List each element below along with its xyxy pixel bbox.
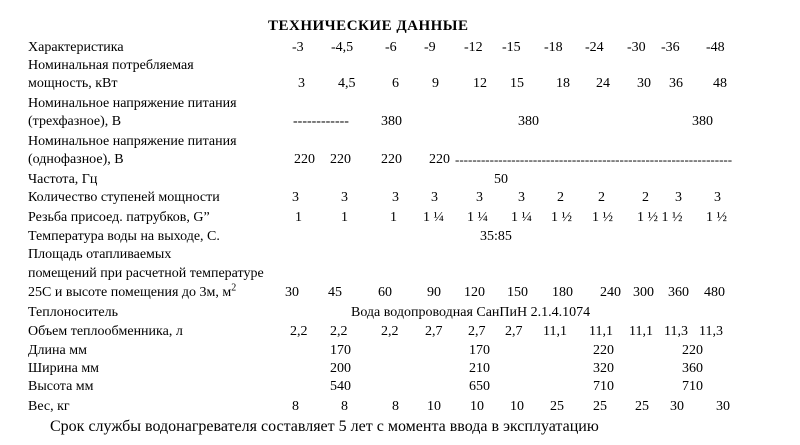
power-value: 3 xyxy=(298,76,305,91)
width-value: 360 xyxy=(682,361,703,376)
voltage1-value: 220 xyxy=(294,152,315,167)
voltage3-value: 380 xyxy=(692,114,713,129)
volume-value: 2,7 xyxy=(468,324,486,339)
volume-value: 2,2 xyxy=(330,324,348,339)
stages-value: 3 xyxy=(292,190,299,205)
area-value: 480 xyxy=(704,285,725,300)
volume-value: 2,2 xyxy=(290,324,308,339)
area-value: 180 xyxy=(552,285,573,300)
thread-value: 1 ½ 1 ½ xyxy=(637,210,683,225)
volume-value: 11,1 xyxy=(629,324,653,339)
area-value: 90 xyxy=(427,285,441,300)
stages-value: 3 xyxy=(431,190,438,205)
weight-value: 30 xyxy=(670,399,684,414)
frequency-value: 50 xyxy=(494,172,508,187)
height-value: 540 xyxy=(330,379,351,394)
weight-value: 8 xyxy=(292,399,299,414)
voltage1-value: 220 xyxy=(429,152,450,167)
stages-value: 2 xyxy=(598,190,605,205)
thread-value: 1 ½ xyxy=(592,210,613,225)
stages-value: 3 xyxy=(476,190,483,205)
power-label-line2: мощность, кВт xyxy=(28,76,118,91)
thread-value: 1 ¼ xyxy=(423,210,444,225)
model-value: -12 xyxy=(464,40,483,55)
volume-value: 11,3 xyxy=(699,324,723,339)
area-value: 120 xyxy=(464,285,485,300)
voltage3-value: 380 xyxy=(518,114,539,129)
area-label-line1: Площадь отапливаемых xyxy=(28,247,172,262)
thread-value: 1 xyxy=(341,210,348,225)
power-value: 9 xyxy=(432,76,439,91)
stages-value: 2 xyxy=(642,190,649,205)
voltage3-dash: ------------ xyxy=(293,114,349,129)
power-value: 30 xyxy=(637,76,651,91)
area-value: 60 xyxy=(378,285,392,300)
area-label-sup: 2 xyxy=(231,282,237,294)
thread-value: 1 xyxy=(295,210,302,225)
water-temp-label: Температура воды на выходе, С. xyxy=(28,229,220,244)
length-value: 220 xyxy=(593,343,614,358)
voltage1-value: 220 xyxy=(330,152,351,167)
thread-label: Резьба присоед. патрубков, G” xyxy=(28,210,210,225)
weight-value: 25 xyxy=(550,399,564,414)
voltage1-value: 220 xyxy=(381,152,402,167)
weight-value: 25 xyxy=(593,399,607,414)
page-title: ТЕХНИЧЕСКИЕ ДАННЫЕ xyxy=(268,18,469,34)
model-value: -48 xyxy=(706,40,725,55)
stages-value: 3 xyxy=(714,190,721,205)
weight-value: 10 xyxy=(470,399,484,414)
thread-value: 1 xyxy=(390,210,397,225)
area-value: 30 xyxy=(285,285,299,300)
weight-value: 8 xyxy=(392,399,399,414)
area-value: 360 xyxy=(668,285,689,300)
volume-value: 11,3 xyxy=(664,324,688,339)
power-value: 18 xyxy=(556,76,570,91)
width-value: 320 xyxy=(593,361,614,376)
coolant-value: Вода водопроводная СанПиН 2.1.4.1074 xyxy=(351,305,591,320)
service-life-note: Срок службы водонагревателя составляет 5 лет с момента ввода в эксплуатацию xyxy=(50,418,599,435)
weight-value: 10 xyxy=(427,399,441,414)
length-value: 170 xyxy=(330,343,351,358)
area-label-line2: помещений при расчетной температуре xyxy=(28,266,264,281)
model-value: -36 xyxy=(661,40,680,55)
voltage3-label-line2: (трехфазное), В xyxy=(28,114,122,129)
area-label-line3 xyxy=(28,282,237,301)
height-label: Высота мм xyxy=(28,379,94,394)
volume-value: 11,1 xyxy=(589,324,613,339)
volume-value: 2,7 xyxy=(505,324,523,339)
coolant-label: Теплоноситель xyxy=(28,305,118,320)
power-value: 6 xyxy=(392,76,399,91)
weight-label: Вес, кг xyxy=(28,399,70,414)
voltage1-label-line2: (однофазное), В xyxy=(28,152,124,167)
stages-value: 3 xyxy=(392,190,399,205)
area-value: 240 xyxy=(600,285,621,300)
thread-value: 1 ¼ xyxy=(511,210,532,225)
area-label-text: 25С и высоте помещения до 3м, м xyxy=(28,285,232,300)
power-value: 4,5 xyxy=(338,76,356,91)
weight-value: 10 xyxy=(510,399,524,414)
length-value: 170 xyxy=(469,343,490,358)
voltage1-dash: ---------------------------------------------------------------- xyxy=(455,152,733,167)
model-value: -6 xyxy=(385,40,397,55)
voltage3-label-line1: Номинальное напряжение питания xyxy=(28,96,237,111)
height-value: 710 xyxy=(682,379,703,394)
model-value: -3 xyxy=(292,40,304,55)
area-value: 45 xyxy=(328,285,342,300)
weight-value: 25 xyxy=(635,399,649,414)
thread-value: 1 ¼ xyxy=(467,210,488,225)
model-value: -9 xyxy=(424,40,436,55)
water-temp-value: 35:85 xyxy=(480,229,512,244)
volume-value: 11,1 xyxy=(543,324,567,339)
stages-value: 2 xyxy=(557,190,564,205)
power-value: 15 xyxy=(510,76,524,91)
volume-value: 2,7 xyxy=(425,324,443,339)
height-value: 710 xyxy=(593,379,614,394)
weight-value: 30 xyxy=(716,399,730,414)
thread-value: 1 ½ xyxy=(551,210,572,225)
power-value: 12 xyxy=(473,76,487,91)
stages-value: 3 xyxy=(518,190,525,205)
voltage1-label-line1: Номинальное напряжение питания xyxy=(28,134,237,149)
height-value: 650 xyxy=(469,379,490,394)
volume-label: Объем теплообменника, л xyxy=(28,324,183,339)
model-value: -30 xyxy=(627,40,646,55)
area-value: 300 xyxy=(633,285,654,300)
area-value: 150 xyxy=(507,285,528,300)
stages-label: Количество ступеней мощности xyxy=(28,190,220,205)
model-value: -18 xyxy=(544,40,563,55)
width-value: 200 xyxy=(330,361,351,376)
length-label: Длина мм xyxy=(28,343,87,358)
model-value: -24 xyxy=(585,40,604,55)
volume-value: 2,2 xyxy=(381,324,399,339)
stages-value: 3 xyxy=(341,190,348,205)
model-label: Характеристика xyxy=(28,40,124,55)
weight-value: 8 xyxy=(341,399,348,414)
stages-value: 3 xyxy=(675,190,682,205)
power-value: 36 xyxy=(669,76,683,91)
length-value: 220 xyxy=(682,343,703,358)
model-value: -4,5 xyxy=(331,40,354,55)
voltage3-value: 380 xyxy=(381,114,402,129)
frequency-label: Частота, Гц xyxy=(28,172,98,187)
thread-value: 1 ½ xyxy=(706,210,727,225)
power-value: 48 xyxy=(713,76,727,91)
width-value: 210 xyxy=(469,361,490,376)
power-value: 24 xyxy=(596,76,610,91)
width-label: Ширина мм xyxy=(28,361,100,376)
model-value: -15 xyxy=(502,40,521,55)
power-label-line1: Номинальная потребляемая xyxy=(28,58,194,73)
